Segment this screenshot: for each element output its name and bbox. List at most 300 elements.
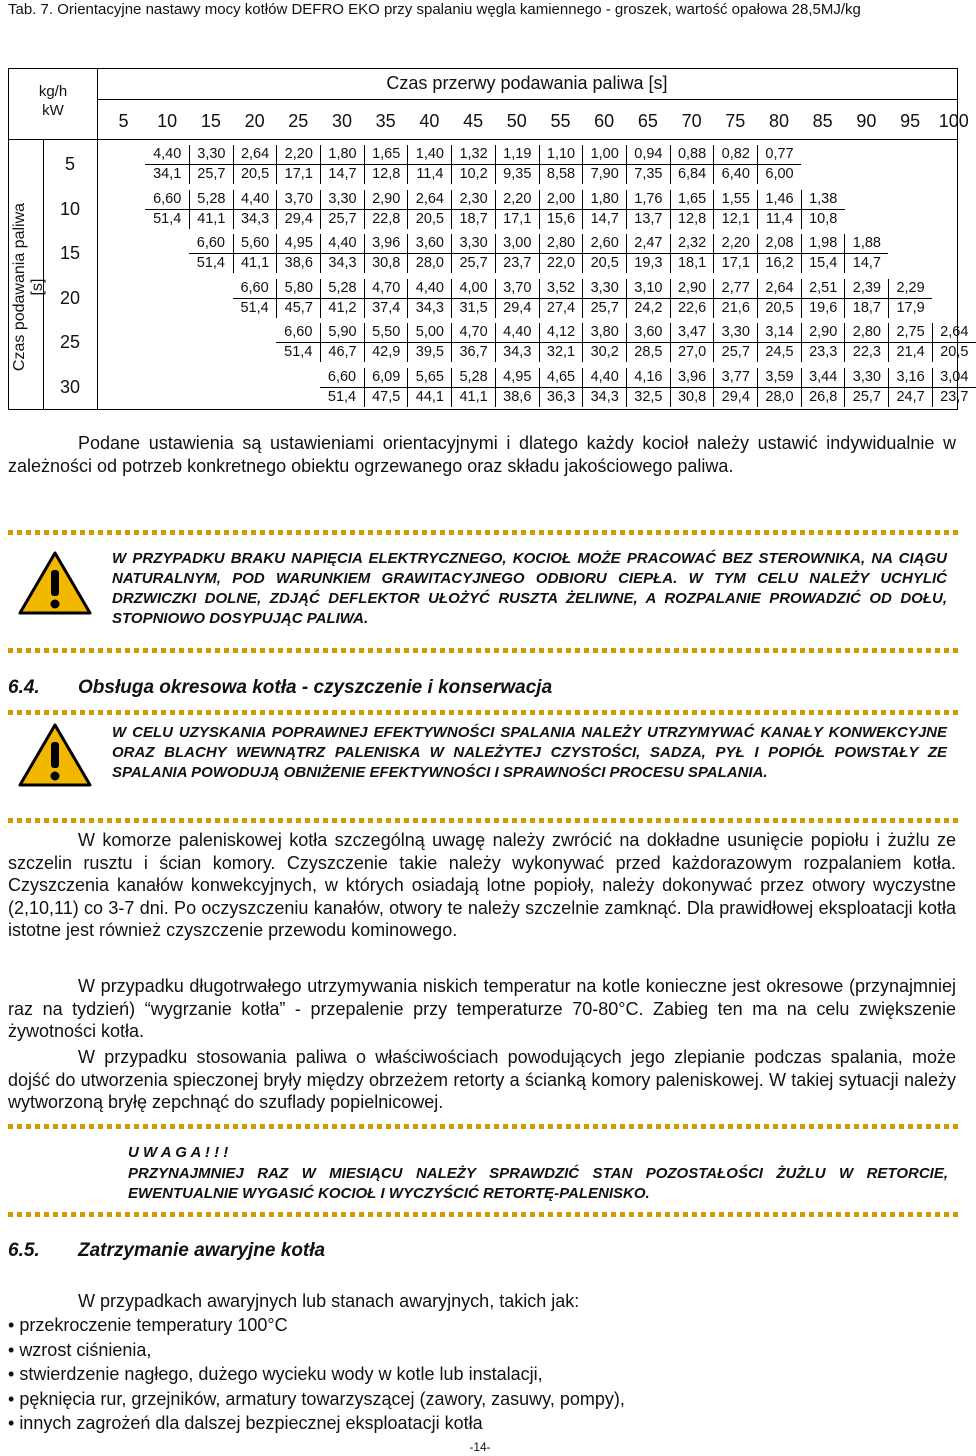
cell-kgh: 2,60 — [583, 234, 626, 254]
cell-kw: 28,5 — [634, 344, 663, 360]
cell-kw: 14,7 — [852, 255, 881, 271]
cell-kgh: 5,65 — [408, 368, 451, 388]
row-header: 25 — [59, 332, 81, 352]
cell-kgh: 6,09 — [365, 368, 408, 388]
table-cell — [582, 234, 626, 273]
table-cell — [670, 323, 714, 362]
section-title: Obsługa okresowa kotła - czyszczenie i konserwacja — [78, 677, 553, 698]
table-cell — [757, 145, 801, 184]
table-cell — [932, 368, 976, 407]
column-header: 35 — [375, 111, 396, 131]
section-number: 6.5. — [8, 1240, 40, 1261]
column-header: 90 — [856, 111, 877, 131]
table-cell — [451, 234, 495, 273]
cell-kw: 20,5 — [765, 299, 794, 316]
table-cell — [539, 190, 583, 229]
warning-cleaning: W CELU UZYSKANIA POPRAWNEJ EFEKTYWNOŚCI SPALANIA NALEŻY UTRZYMYWAĆ KANAŁY KONWEKCYJNE ORAZ BLACHY WEWNĄTRZ PALENISKA W NALEŻYTEJ CZYSTOŚCI, SADZA, PYŁ I POPIÓŁ POWSTAŁY ZE SPALANIA POWODUJĄ OBNIŻENIE EFEKTYWNOŚCI I SPRAWNOŚCI PROCESU SPALANIA. — [112, 724, 947, 781]
column-header: 40 — [419, 111, 440, 131]
cell-kgh: 2,77 — [714, 279, 757, 299]
table-cell — [276, 145, 320, 184]
paragraph-heating: W przypadku długotrwałego utrzymywania niskich temperatur na kotle konieczne jest okresowe (przynajmniej raz na tydzień) “wygrzanie kotła” - przepalenie przy temperaturze 70-80°C. Zabieg ten ma na celu zwiększenie żywotności kotła. — [8, 976, 956, 1041]
cell-kw: 30,8 — [372, 255, 401, 271]
table-cell — [626, 234, 670, 273]
cell-kw: 34,3 — [415, 299, 444, 316]
section-heading-6-4 — [8, 677, 552, 699]
table-cell — [713, 190, 757, 229]
cell-kgh: 3,60 — [627, 323, 670, 343]
table-cell — [713, 279, 757, 318]
cell-kw: 6,00 — [765, 166, 794, 182]
cell-kw: 34,3 — [503, 344, 532, 360]
cell-kw: 36,7 — [459, 344, 488, 360]
table-cell — [364, 279, 408, 318]
cell-kgh: 2,20 — [496, 190, 539, 210]
cell-kw: 7,35 — [634, 166, 663, 182]
cell-kw: 10,2 — [459, 166, 488, 182]
column-header: 55 — [550, 111, 571, 131]
table-cell — [801, 234, 845, 273]
table-cell — [145, 145, 189, 184]
cell-kgh: 4,00 — [452, 279, 495, 299]
cell-kgh: 1,10 — [540, 145, 583, 165]
table-cell — [407, 368, 451, 407]
table-cell — [670, 368, 714, 407]
cell-kgh: 3,44 — [802, 368, 845, 388]
cell-kgh: 2,30 — [452, 190, 495, 210]
cell-kgh: 4,40 — [496, 323, 539, 343]
table-cell — [407, 234, 451, 273]
table-cell — [844, 368, 888, 407]
table-cell — [888, 323, 932, 362]
table-cell — [801, 279, 845, 318]
cell-kgh: 6,60 — [145, 190, 189, 210]
cell-kw: 45,7 — [284, 299, 313, 316]
cell-kgh: 2,20 — [714, 234, 757, 254]
dashed-separator — [8, 818, 958, 823]
column-header: 70 — [681, 111, 702, 131]
cell-kgh: 4,65 — [540, 368, 583, 388]
cell-kw: 42,9 — [372, 344, 401, 360]
column-header: 60 — [594, 111, 615, 131]
cell-kw: 41,2 — [328, 299, 357, 316]
cell-kgh: 6,60 — [233, 279, 277, 299]
cell-kw: 13,7 — [634, 210, 663, 227]
cell-kw: 25,7 — [721, 344, 750, 360]
cell-kw: 6,40 — [721, 166, 750, 182]
cell-kgh: 4,16 — [627, 368, 670, 388]
table-cell — [844, 279, 888, 318]
cell-kgh: 2,08 — [758, 234, 801, 254]
table-cell — [407, 190, 451, 229]
table-cell — [626, 368, 670, 407]
cell-kw: 41,1 — [459, 388, 488, 405]
cell-kgh: 3,00 — [496, 234, 539, 254]
cell-kw: 20,5 — [940, 344, 969, 360]
warning-power-outage: W PRZYPADKU BRAKU NAPIĘCIA ELEKTRYCZNEGO, KOCIOŁ MOŻE PRACOWAĆ BEZ STEROWNIKA, NA CIĄGU NATURALNYM, POD WARUNKIEM GRAWITACYJNEGO ODBIORU CIEPŁA. W TYM CELU NALEŻY UCHYLIĆ DRZWICZKI DOLNE, ZDJĄĆ DEFLEKTOR UŁOŻYĆ RUSZTA ŻELIWNE, A ROZPALANIE PROWADZIĆ OD DOŁU, STOPNIOWO DOSYPUJĄC PALIWA. — [112, 550, 947, 627]
cell-kw: 51,4 — [327, 388, 357, 405]
cell-kw: 22,8 — [372, 210, 401, 227]
cell-kgh: 1,19 — [496, 145, 539, 165]
cell-kw: 7,90 — [590, 166, 619, 182]
cell-kw: 30,8 — [677, 388, 707, 405]
table-cell — [189, 190, 233, 229]
cell-kgh: 2,90 — [365, 190, 408, 210]
cell-kgh: 3,30 — [190, 145, 233, 165]
cell-kw: 18,7 — [852, 299, 881, 316]
cell-kw: 28,0 — [765, 388, 794, 405]
cell-kgh: 4,70 — [452, 323, 495, 343]
cell-kgh: 1,80 — [321, 145, 364, 165]
table-cell — [364, 234, 408, 273]
table-cell — [364, 368, 408, 407]
cell-kw: 15,4 — [809, 255, 838, 271]
cell-kgh: 4,40 — [583, 368, 626, 388]
column-header: 5 — [118, 111, 129, 131]
page-number: -14- — [469, 1440, 491, 1454]
table-cell — [626, 323, 670, 362]
cell-kgh: 2,90 — [671, 279, 714, 299]
table-cell — [233, 234, 277, 273]
cell-kgh: 3,30 — [321, 190, 364, 210]
cell-kw: 18,7 — [459, 210, 488, 227]
cell-kw: 24,2 — [634, 299, 663, 316]
cell-kw: 6,84 — [677, 166, 707, 182]
table-cell — [801, 323, 845, 362]
cell-kgh: 3,04 — [933, 368, 976, 388]
cell-kw: 21,4 — [896, 344, 925, 360]
cell-kgh: 2,64 — [234, 145, 277, 165]
table-cell — [932, 323, 976, 362]
note-paragraph: Podane ustawienia są ustawieniami orientacyjnymi i dlatego każdy kocioł należy ustawić indywidualnie w zależności od potrzeb konkretnego obiektu ogrzewanego oraz składu jakościowego paliwa. — [8, 433, 956, 476]
cell-kw: 44,1 — [415, 388, 444, 405]
table-cell — [495, 145, 539, 184]
table-cell — [451, 368, 495, 407]
table-cell — [713, 323, 757, 362]
cell-kw: 38,6 — [503, 388, 532, 405]
cell-kw: 25,7 — [197, 166, 226, 182]
cell-kw: 20,5 — [590, 255, 619, 271]
cell-kgh: 3,14 — [758, 323, 801, 343]
table-cell — [451, 145, 495, 184]
list-item: • stwierdzenie nagłego, dużego wycieku wody w kotle lub instalacji, — [8, 1362, 625, 1387]
cell-kw: 17,9 — [896, 299, 925, 316]
cell-kgh: 1,88 — [845, 234, 888, 254]
table-cell — [582, 145, 626, 184]
table-cell — [276, 234, 320, 273]
cell-kgh: 5,28 — [190, 190, 233, 210]
cell-kgh: 1,98 — [802, 234, 845, 254]
cell-kgh: 1,46 — [758, 190, 801, 210]
row-header: 20 — [59, 287, 81, 308]
cell-kgh: 5,60 — [234, 234, 277, 254]
dashed-separator — [8, 648, 958, 653]
table-cell — [407, 279, 451, 318]
cell-kgh: 3,30 — [452, 234, 495, 254]
column-header: 10 — [157, 111, 178, 131]
table-cell — [757, 279, 801, 318]
table-cell — [495, 323, 539, 362]
cell-kw: 19,6 — [809, 299, 838, 316]
cell-kgh: 5,00 — [408, 323, 451, 343]
cell-kw: 41,1 — [197, 210, 226, 227]
cell-kw: 34,1 — [153, 166, 182, 182]
cell-kw: 22,0 — [546, 255, 576, 271]
list-item: • wzrost ciśnienia, — [8, 1338, 625, 1363]
cell-kgh: 2,75 — [889, 323, 932, 343]
cell-kgh: 2,90 — [802, 323, 845, 343]
cell-kgh: 2,32 — [671, 234, 714, 254]
unit-kw: kW — [42, 102, 64, 119]
table-cell — [495, 368, 539, 407]
column-header: 25 — [288, 111, 309, 131]
cell-kgh: 3,70 — [277, 190, 320, 210]
cell-kw: 29,4 — [503, 299, 532, 316]
uwaga-text: PRZYNAJMNIEJ RAZ W MIESIĄCU NALEŻY SPRAWDZIĆ STAN POZOSTAŁOŚCI ŻUŻLU W RETORCIE, EWENTUALNIE WYGASIĆ KOCIOŁ I WYCZYŚCIĆ RETORTĘ-PALENISKO. — [128, 1165, 948, 1202]
column-header: 50 — [506, 111, 527, 131]
cell-kw: 46,7 — [328, 344, 357, 360]
cell-kw: 24,5 — [765, 344, 794, 360]
cell-kgh: 5,90 — [321, 323, 364, 343]
table-cell — [713, 234, 757, 273]
cell-kw: 51,4 — [240, 299, 269, 316]
table-cell — [539, 234, 583, 273]
cell-kw: 21,6 — [721, 299, 750, 316]
cell-kw: 11,4 — [765, 210, 794, 227]
cell-kgh: 1,65 — [671, 190, 714, 210]
cell-kgh: 4,95 — [277, 234, 320, 254]
uwaga-title: U W A G A ! ! ! — [128, 1144, 229, 1161]
cell-kgh: 4,40 — [321, 234, 364, 254]
table-cell — [189, 145, 233, 184]
table-cell — [582, 279, 626, 318]
cell-kgh: 1,65 — [365, 145, 408, 165]
cell-kw: 25,7 — [328, 210, 357, 227]
table-cell — [320, 368, 364, 407]
table-caption: Tab. 7. Orientacyjne nastawy mocy kotłów DEFRO EKO przy spalaniu węgla kamiennego - groszek, wartość opałowa 28,5MJ/kg — [8, 1, 861, 18]
warning-icon — [18, 550, 92, 616]
cell-kgh: 5,80 — [277, 279, 320, 299]
cell-kgh: 1,40 — [408, 145, 451, 165]
cell-kgh: 3,10 — [627, 279, 670, 299]
cell-kgh: 2,00 — [540, 190, 583, 210]
section-heading-6-5 — [8, 1240, 325, 1262]
table-divider — [97, 69, 98, 409]
cell-kgh: 3,96 — [671, 368, 714, 388]
cell-kgh: 6,60 — [320, 368, 364, 388]
cell-kw: 29,4 — [284, 210, 313, 227]
table-cell — [888, 279, 932, 318]
list-item: • pęknięcia rur, grzejników, armatury towarzyszącej (zawory, zasuwy, pompy), — [8, 1387, 625, 1412]
cell-kgh: 6,60 — [276, 323, 320, 343]
table-cell — [757, 368, 801, 407]
cell-kw: 39,5 — [415, 344, 444, 360]
cell-kw: 47,5 — [372, 388, 401, 405]
table-cell — [364, 145, 408, 184]
cell-kgh: 2,29 — [889, 279, 932, 299]
table-cell — [670, 145, 714, 184]
table-divider — [97, 99, 957, 100]
table-cell — [670, 234, 714, 273]
list-item: • innych zagrożeń dla dalszej bezpiecznej eksploatacji kotła — [8, 1411, 625, 1436]
cell-kw: 12,1 — [721, 210, 750, 227]
table-cell — [189, 234, 233, 273]
cell-kw: 14,7 — [328, 166, 357, 182]
cell-kgh: 2,39 — [845, 279, 888, 299]
cell-kw: 14,7 — [590, 210, 619, 227]
cell-kgh: 1,76 — [627, 190, 670, 210]
cell-kgh: 5,28 — [452, 368, 495, 388]
cell-kw: 30,2 — [590, 344, 619, 360]
cell-kw: 41,1 — [240, 255, 270, 271]
cell-kw: 20,5 — [415, 210, 444, 227]
section-title: Zatrzymanie awaryjne kotła — [78, 1240, 326, 1261]
cell-kw: 16,2 — [765, 255, 794, 271]
emergency-list — [8, 1313, 625, 1436]
table-cell — [670, 190, 714, 229]
cell-kgh: 3,60 — [408, 234, 451, 254]
table-cell — [844, 234, 888, 273]
table-cell — [539, 279, 583, 318]
cell-kw: 31,5 — [459, 299, 488, 316]
cell-kgh: 2,64 — [408, 190, 451, 210]
table-cell — [626, 279, 670, 318]
table-cell — [145, 190, 189, 229]
column-header: 20 — [244, 111, 265, 131]
cell-kw: 34,3 — [590, 388, 619, 405]
cell-kgh: 2,64 — [933, 323, 976, 343]
cell-kw: 10,8 — [809, 210, 838, 227]
cell-kw: 22,3 — [852, 344, 881, 360]
cell-kgh: 0,94 — [627, 145, 670, 165]
column-header: 75 — [725, 111, 746, 131]
cell-kgh: 1,38 — [802, 190, 845, 210]
table-cell — [713, 145, 757, 184]
table-cell — [451, 190, 495, 229]
cell-kw: 22,6 — [677, 299, 707, 316]
cell-kgh: 0,77 — [758, 145, 801, 165]
cell-kgh: 4,40 — [234, 190, 277, 210]
cell-kgh: 3,77 — [714, 368, 757, 388]
row-group-title: Czas podawania paliwa [s] — [11, 202, 46, 372]
table-cell — [276, 279, 320, 318]
dashed-separator — [8, 710, 958, 715]
table-cell — [451, 323, 495, 362]
table-cell — [320, 234, 364, 273]
cell-kgh: 2,20 — [277, 145, 320, 165]
cell-kw: 51,4 — [284, 344, 313, 360]
cell-kw: 32,1 — [546, 344, 576, 360]
table-cell — [539, 145, 583, 184]
table-cell — [407, 323, 451, 362]
cell-kgh: 1,55 — [714, 190, 757, 210]
table-cell — [539, 368, 583, 407]
cell-kgh: 3,30 — [845, 368, 888, 388]
cell-kw: 8,58 — [546, 166, 576, 182]
dashed-separator — [8, 1124, 958, 1129]
cell-kw: 34,3 — [240, 210, 270, 227]
dashed-separator — [8, 530, 958, 535]
column-header: 95 — [900, 111, 921, 131]
column-header: 30 — [331, 111, 353, 131]
cell-kw: 23,7 — [503, 255, 532, 271]
cell-kgh: 1,00 — [583, 145, 626, 165]
cell-kw: 27,4 — [546, 299, 576, 316]
cell-kgh: 3,96 — [365, 234, 408, 254]
cell-kw: 28,0 — [415, 255, 444, 271]
cell-kgh: 3,47 — [671, 323, 714, 343]
table-cell — [233, 145, 277, 184]
column-header: 80 — [768, 111, 790, 131]
table-cell — [582, 323, 626, 362]
cell-kw: 24,7 — [896, 388, 925, 405]
table-cell — [844, 323, 888, 362]
cell-kgh: 0,88 — [671, 145, 714, 165]
cell-kw: 20,5 — [240, 166, 270, 182]
cell-kgh: 3,70 — [496, 279, 539, 299]
table-cell — [670, 279, 714, 318]
table-cell — [757, 190, 801, 229]
cell-kw: 27,0 — [677, 344, 707, 360]
column-header: 45 — [463, 111, 484, 131]
table-cell — [320, 323, 364, 362]
table-cell — [801, 190, 845, 229]
column-header: 85 — [812, 111, 833, 131]
cell-kgh: 3,16 — [889, 368, 932, 388]
table-cell — [888, 368, 932, 407]
cell-kw: 51,4 — [153, 210, 182, 227]
cell-kw: 12,8 — [677, 210, 707, 227]
row-header: 5 — [64, 154, 75, 174]
table-cell — [233, 279, 277, 318]
table-cell — [320, 145, 364, 184]
cell-kgh: 2,80 — [540, 234, 583, 254]
table-cell — [320, 279, 364, 318]
column-header: 15 — [200, 111, 221, 131]
column-header: 100 — [938, 111, 969, 131]
cell-kw: 25,7 — [852, 388, 881, 405]
cell-kgh: 4,95 — [496, 368, 539, 388]
table-divider — [9, 139, 957, 140]
section-number: 6.4. — [8, 677, 40, 698]
paragraph-clinker: W przypadku stosowania paliwa o właściwościach powodujących jego zlepianie podczas spalania, może dojść do utworzenia spieczonej bryły między obrzeżem retorty a ścianką komory paleniskowej. W takiej sytuacji należy wytworzoną bryłę zepchnąć do szuflady popielnicowej. — [8, 1047, 956, 1112]
cell-kgh: 3,59 — [758, 368, 801, 388]
table-cell — [451, 279, 495, 318]
row-header: 30 — [59, 376, 81, 397]
row-header: 15 — [59, 243, 81, 263]
table-cell — [276, 190, 320, 229]
cell-kw: 51,4 — [196, 255, 225, 271]
cell-kw: 37,4 — [372, 299, 401, 316]
cell-kgh: 3,52 — [540, 279, 583, 299]
cell-kgh: 2,47 — [627, 234, 670, 254]
cell-kw: 38,6 — [284, 255, 313, 271]
cell-kw: 11,4 — [416, 166, 444, 182]
cell-kw: 32,5 — [634, 388, 663, 405]
column-group-title: Czas przerwy podawania paliwa [s] — [386, 73, 668, 93]
cell-kw: 17,1 — [284, 166, 313, 182]
cell-kgh: 4,40 — [408, 279, 451, 299]
warning-icon — [18, 722, 92, 788]
table-cell — [626, 190, 670, 229]
table-cell — [582, 190, 626, 229]
cell-kw: 15,6 — [546, 210, 576, 227]
power-settings-table — [8, 68, 969, 410]
cell-kw: 25,7 — [590, 299, 619, 316]
table-cell — [626, 145, 670, 184]
cell-kw: 12,8 — [372, 166, 401, 182]
cell-kw: 34,3 — [328, 255, 357, 271]
table-cell — [713, 368, 757, 407]
